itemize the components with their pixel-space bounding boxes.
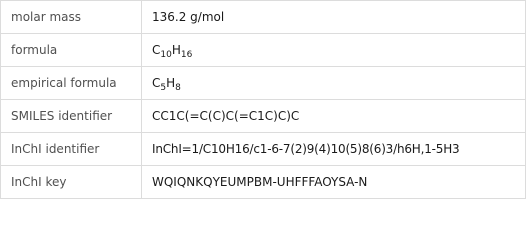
formula-symbol: C bbox=[152, 43, 161, 57]
formula-subscript: 10 bbox=[160, 50, 172, 60]
property-value-molar-mass: 136.2 g/mol bbox=[142, 1, 526, 34]
property-label: molar mass bbox=[1, 1, 142, 34]
formula-subscript: 8 bbox=[175, 83, 181, 93]
property-value-empirical-formula bbox=[142, 67, 526, 100]
formula-subscript: 16 bbox=[180, 50, 193, 60]
formula-symbol: H bbox=[171, 43, 181, 57]
property-value-formula bbox=[142, 34, 526, 67]
formula-symbol: H bbox=[166, 76, 176, 90]
table-row bbox=[1, 67, 526, 100]
table-row bbox=[1, 1, 526, 34]
formula-symbol: C bbox=[152, 76, 161, 90]
formula-subscript: 5 bbox=[160, 83, 167, 93]
property-label: InChI key bbox=[1, 166, 142, 199]
property-value-inchi-key: WQIQNKQYEUMPBM-UHFFFAOYSA-N bbox=[142, 166, 526, 199]
table-row bbox=[1, 133, 526, 166]
property-value-inchi: InChI=1/C10H16/c1-6-7(2)9(4)10(5)8(6)3/h6H,1-5H3 bbox=[142, 133, 526, 166]
property-label: SMILES identifier bbox=[1, 100, 142, 133]
property-label: InChI identifier bbox=[1, 133, 142, 166]
property-label: formula bbox=[1, 34, 142, 67]
table-row bbox=[1, 166, 526, 199]
property-value-smiles: CC1C(=C(C)C(=C1C)C)C bbox=[142, 100, 526, 133]
table-row bbox=[1, 34, 526, 67]
property-label: empirical formula bbox=[1, 67, 142, 100]
table-row bbox=[1, 100, 526, 133]
